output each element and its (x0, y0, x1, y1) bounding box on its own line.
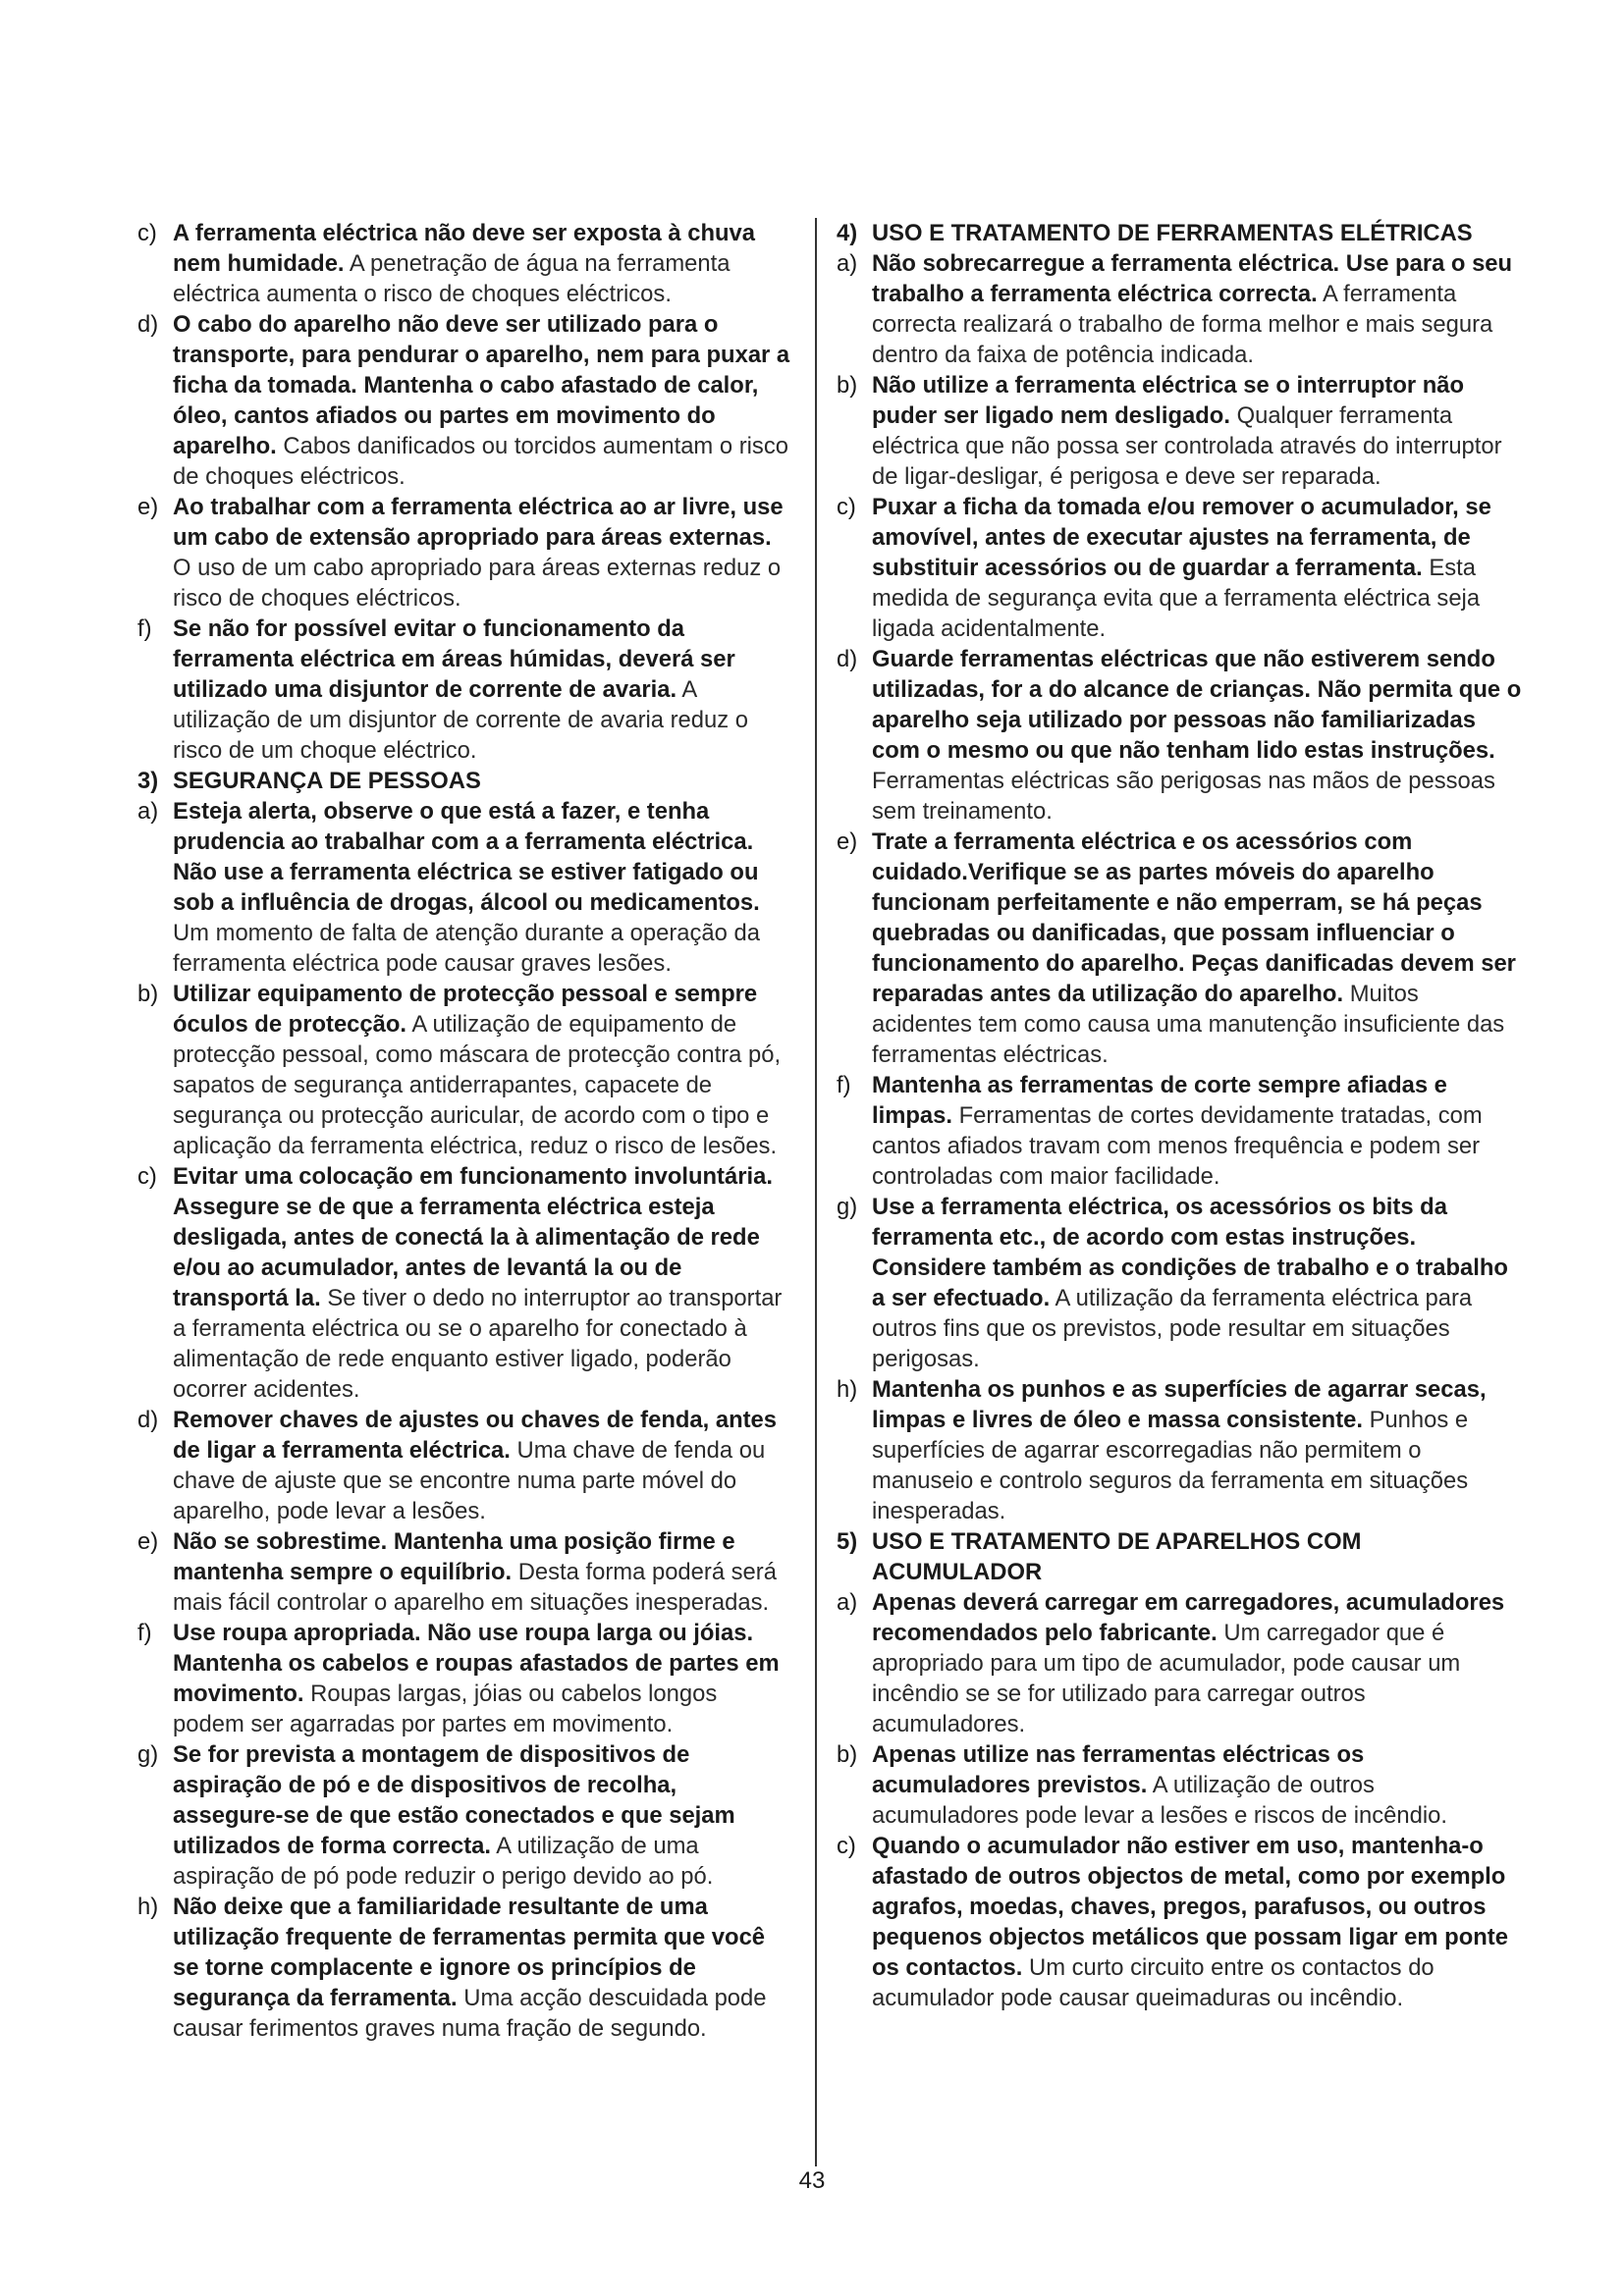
bold-instruction: Apenas deverá carregar em carregadores, acumuladores recomendados pelo fabricante. (872, 1589, 1505, 1646)
list-item (837, 492, 1524, 644)
explanation-text: A penetração de água na ferramenta eléctrica aumenta o risco de choques eléctricos. (173, 250, 731, 307)
column-divider (815, 218, 817, 2166)
explanation-text: A utilização da ferramenta eléctrica para outros fins que os previstos, pode resultar em situações perigosas. (872, 1285, 1473, 1372)
explanation-text: A utilização de equipamento de protecção pessoal, como máscara de protecção contra pó, sapatos de segurança antiderrapantes, capacete de segurança ou protecção auricular, de acordo com o tipo e aplicação da ferramenta eléctrica, reduz o risco de lesões. (173, 1011, 782, 1159)
list-item-text (872, 248, 1524, 370)
list-item (137, 218, 793, 309)
item-marker: b) (137, 981, 159, 1007)
section-heading (837, 218, 1524, 248)
list-item-text (173, 492, 793, 614)
bold-instruction: Não utilize a ferramenta eléctrica se o interruptor não puder ser ligado nem desligado. (872, 372, 1465, 429)
bold-instruction: Utilizar equipamento de protecção pessoal e sempre óculos de protecção. (173, 981, 758, 1038)
explanation-text: Punhos e superfícies de agarrar escorregadias não permitem o manuseio e controlo seguros da ferramenta em situações inesperadas. (872, 1407, 1469, 1524)
list-item (137, 614, 793, 766)
item-marker: h) (137, 1894, 159, 1920)
item-marker: f) (137, 1620, 152, 1646)
explanation-text: Uma acção descuidada pode causar ferimentos graves numa fração de segundo. (173, 1985, 767, 2042)
item-marker: e) (837, 828, 858, 855)
list-item-text (173, 1739, 793, 1892)
bold-instruction: Ao trabalhar com a ferramenta eléctrica ao ar livre, use um cabo de extensão apropriado para áreas externas. (173, 494, 784, 551)
bold-instruction: Guarde ferramentas eléctricas que não estiverem sendo utilizadas, for a do alcance de crianças. Não permita que o aparelho seja utilizado por pessoas não familiarizadas com o mesmo ou que não tenham lido estas instruções. (872, 646, 1522, 764)
list-item-text (173, 218, 793, 309)
list-item-text (872, 492, 1524, 644)
explanation-text: Um curto circuito entre os contactos do acumulador pode causar queimaduras ou incêndio. (872, 1954, 1435, 2011)
bold-instruction: Não se sobrestime. Mantenha uma posição firme e mantenha sempre o equilíbrio. (173, 1528, 735, 1585)
list-item (137, 492, 793, 614)
list-item (837, 644, 1524, 827)
section-heading (837, 1526, 1524, 1587)
explanation-text: Desta forma poderá será mais fácil controlar o aparelho em situações inesperadas. (173, 1559, 777, 1616)
list-item-text (173, 979, 793, 1161)
list-item-text (173, 796, 793, 979)
bold-instruction: Se for prevista a montagem de dispositivos de aspiração de pó e de dispositivos de recolha, assegure-se de que estão conectados e que sejam utilizados de forma correcta. (173, 1741, 735, 1859)
explanation-text: Qualquer ferramenta eléctrica que não possa ser controlada através do interruptor de ligar-desligar, é perigosa e deve ser reparada. (872, 402, 1502, 490)
list-item (837, 1587, 1524, 1739)
explanation-text: A utilização de uma aspiração de pó pode reduzir o perigo devido ao pó. (173, 1833, 714, 1890)
explanation-text: Um momento de falta de atenção durante a operação da ferramenta eléctrica pode causar graves lesões. (173, 920, 760, 977)
bold-instruction: Use roupa apropriada. Não use roupa larga ou jóias. Mantenha os cabelos e roupas afastados de partes em movimento. (173, 1620, 780, 1707)
item-marker: f) (837, 1072, 851, 1098)
list-item (137, 1739, 793, 1892)
list-item (137, 979, 793, 1161)
bold-instruction: Não sobrecarregue a ferramenta eléctrica. Use para o seu trabalho a ferramenta eléctrica correcta. (872, 250, 1513, 307)
section-heading-text: SEGURANÇA DE PESSOAS (173, 768, 481, 794)
list-item (837, 1192, 1524, 1374)
bold-instruction: Trate a ferramenta eléctrica e os acessórios com cuidado.Verifique se as partes móveis do aparelho funcionam perfeitamente e não emperram, se há peças quebradas ou danificadas, que possam influenciar o funcionamento do aparelho. Peças danificadas devem ser reparadas antes da utilização do aparelho. (872, 828, 1516, 1007)
item-marker: e) (137, 494, 159, 520)
list-item (837, 370, 1524, 492)
bold-instruction: Use a ferramenta eléctrica, os acessórios os bits da ferramenta etc., de acordo com estas instruções. Considere também as condições de trabalho e o trabalho a ser efectuado. (872, 1194, 1508, 1311)
list-item-text (872, 1070, 1524, 1192)
list-item (137, 1526, 793, 1618)
list-item-text (173, 1405, 793, 1526)
explanation-text: Roupas largas, jóias ou cabelos longos podem ser agarradas por partes em movimento. (173, 1681, 718, 1737)
item-marker: 5) (837, 1528, 858, 1555)
explanation-text: Cabos danificados ou torcidos aumentam o risco de choques eléctricos. (173, 433, 788, 490)
item-marker: 3) (137, 768, 159, 794)
list-item (137, 1161, 793, 1405)
explanation-text: A ferramenta correcta realizará o trabalho de forma melhor e mais segura dentro da faixa de potência indicada. (872, 281, 1493, 368)
list-item-text (872, 1831, 1524, 2013)
explanation-text: O uso de um cabo apropriado para áreas externas reduz o risco de choques eléctricos. (173, 555, 782, 612)
bold-instruction: Evitar uma colocação em funcionamento involuntária. Assegure se de que a ferramenta eléctrica esteja desligada, antes de conectá la à alimentação de rede e/ou ao acumulador, antes de levantá la ou de transportá la. (173, 1163, 773, 1311)
bold-instruction: Mantenha os punhos e as superfícies de agarrar secas, limpas e livres de óleo e massa consistente. (872, 1376, 1487, 1433)
list-item-text (173, 1161, 793, 1405)
item-marker: e) (137, 1528, 159, 1555)
explanation-text: A utilização de outros acumuladores pode levar a lesões e riscos de incêndio. (872, 1772, 1448, 1829)
bold-instruction: Puxar a ficha da tomada e/ou remover o acumulador, se amovível, antes de executar ajustes na ferramenta, de substituir acessórios ou de guardar a ferramenta. (872, 494, 1491, 581)
explanation-text: Esta medida de segurança evita que a ferramenta eléctrica seja ligada acidentalmente. (872, 555, 1481, 642)
list-item (137, 309, 793, 492)
explanation-text: Ferramentas eléctricas são perigosas nas mãos de pessoas sem treinamento. (872, 768, 1495, 825)
item-marker: a) (837, 1589, 858, 1616)
item-marker: g) (137, 1741, 159, 1768)
item-marker: d) (137, 1407, 159, 1433)
bold-instruction: O cabo do aparelho não deve ser utilizado para o transporte, para pendurar o aparelho, nem para puxar a ficha da tomada. Mantenha o cabo afastado de calor, óleo, cantos afiados ou partes em movimento do aparelho. (173, 311, 790, 459)
bold-instruction: Quando o acumulador não estiver em uso, mantenha-o afastado de outros objectos de metal, como por exemplo agrafos, moedas, chaves, pregos, parafusos, ou outros pequenos objectos metálicos que possam ligar em ponte os contactos. (872, 1833, 1508, 1981)
list-item-text (173, 614, 793, 766)
list-item-text (173, 1892, 793, 2044)
explanation-text: Uma chave de fenda ou chave de ajuste que se encontre numa parte móvel do aparelho, pode levar a lesões. (173, 1437, 766, 1524)
list-item (137, 1892, 793, 2044)
section-heading-text: USO E TRATAMENTO DE APARELHOS COM ACUMULADOR (872, 1528, 1362, 1585)
item-marker: g) (837, 1194, 858, 1220)
item-marker: f) (137, 615, 152, 642)
list-item (837, 1739, 1524, 1831)
explanation-text: Um carregador que é apropriado para um tipo de acumulador, pode causar um incêndio se se for utilizado para carregar outros acumuladores. (872, 1620, 1461, 1737)
item-marker: c) (837, 1833, 856, 1859)
item-marker: b) (837, 1741, 858, 1768)
list-item (837, 1374, 1524, 1526)
right-column (837, 218, 1524, 2013)
list-item (837, 827, 1524, 1070)
list-item-text (872, 1587, 1524, 1739)
explanation-text: Se tiver o dedo no interruptor ao transportar a ferramenta eléctrica ou se o aparelho for conectado à alimentação de rede enquanto estiver ligado, poderão ocorrer acidentes. (173, 1285, 783, 1403)
item-marker: 4) (837, 220, 858, 246)
item-marker: h) (837, 1376, 858, 1403)
list-item-text (872, 1739, 1524, 1831)
bold-instruction: Se não for possível evitar o funcionamento da ferramenta eléctrica em áreas húmidas, deverá ser utilizado uma disjuntor de corrente de avaria. (173, 615, 735, 703)
section-heading (137, 766, 793, 796)
bold-instruction: A ferramenta eléctrica não deve ser exposta à chuva nem humidade. (173, 220, 756, 277)
item-marker: c) (137, 220, 157, 246)
left-column (137, 218, 793, 2044)
list-item (837, 1070, 1524, 1192)
item-marker: b) (837, 372, 858, 399)
list-item-text (872, 827, 1524, 1070)
list-item-text (872, 1192, 1524, 1374)
item-marker: c) (837, 494, 856, 520)
list-item-text (173, 309, 793, 492)
list-item (137, 796, 793, 979)
bold-instruction: Apenas utilize nas ferramentas eléctricas os acumuladores previstos. (872, 1741, 1365, 1798)
item-marker: d) (137, 311, 159, 338)
list-item (137, 1405, 793, 1526)
bold-instruction: Esteja alerta, observe o que está a fazer, e tenha prudencia ao trabalhar com a a ferramenta eléctrica. Não use a ferramenta eléctrica se estiver fatigado ou sob a influência de drogas, álcool ou medicamentos. (173, 798, 760, 916)
list-item (137, 1618, 793, 1739)
bold-instruction: Não deixe que a familiaridade resultante de uma utilização frequente de ferramentas permita que você se torne complacente e ignore os princípios de segurança da ferramenta. (173, 1894, 766, 2011)
list-item (837, 1831, 1524, 2013)
bold-instruction: Remover chaves de ajustes ou chaves de fenda, antes de ligar a ferramenta eléctrica. (173, 1407, 778, 1464)
item-marker: a) (137, 798, 159, 825)
item-marker: a) (837, 250, 858, 277)
explanation-text: Ferramentas de cortes devidamente tratadas, com cantos afiados travam com menos frequência e podem ser controladas com maior facilidade. (872, 1102, 1483, 1190)
bold-instruction: Mantenha as ferramentas de corte sempre afiadas e limpas. (872, 1072, 1447, 1129)
list-item-text (872, 644, 1524, 827)
item-marker: d) (837, 646, 858, 672)
list-item-text (872, 370, 1524, 492)
list-item-text (173, 1618, 793, 1739)
explanation-text: A utilização de um disjuntor de corrente de avaria reduz o risco de um choque eléctrico. (173, 676, 748, 764)
list-item-text (872, 1374, 1524, 1526)
list-item (837, 248, 1524, 370)
list-item-text (173, 1526, 793, 1618)
explanation-text: Muitos acidentes tem como causa uma manutenção insuficiente das ferramentas eléctricas. (872, 981, 1505, 1068)
page-number: 43 (798, 2167, 826, 2194)
section-heading-text: USO E TRATAMENTO DE FERRAMENTAS ELÉTRICAS (872, 220, 1473, 246)
item-marker: c) (137, 1163, 157, 1190)
